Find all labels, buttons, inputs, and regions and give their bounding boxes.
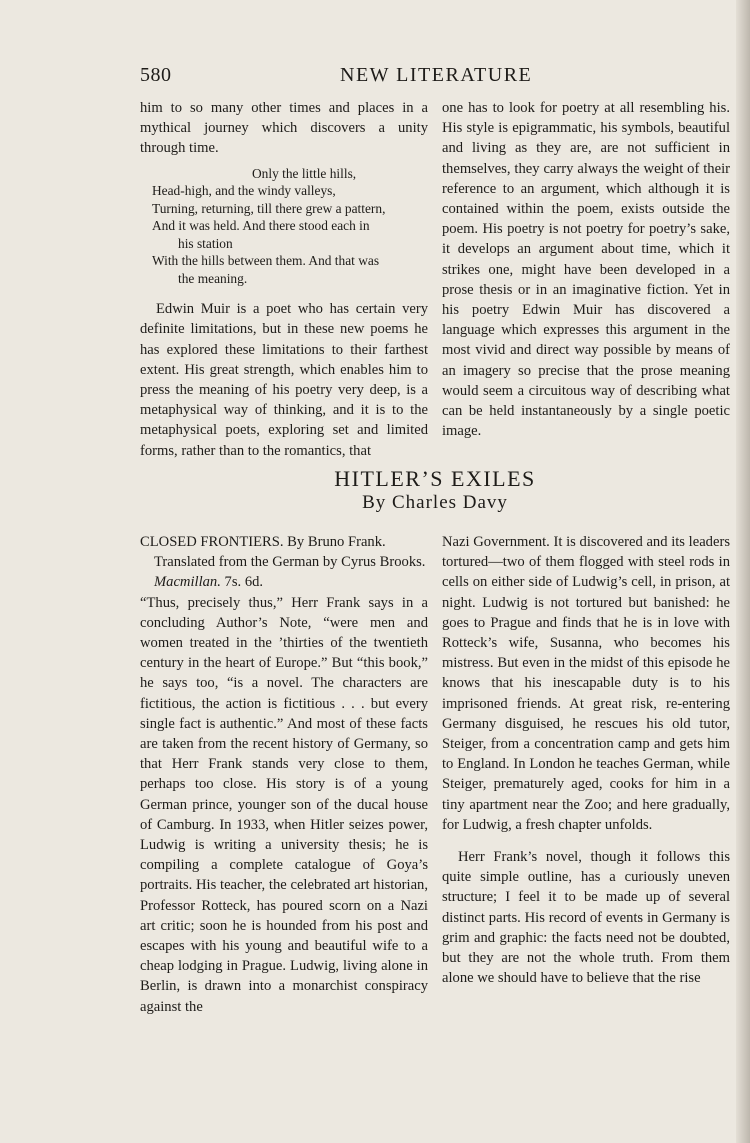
left-column-top xyxy=(140,98,428,461)
running-title: NEW LITERATURE xyxy=(340,64,533,86)
right-column-bottom xyxy=(442,532,730,988)
paragraph: Edwin Muir is a poet who has certain very definite limitations, but in these new poems he has explored these limitations to their farthest extent. His great strength, which enables him to press the meaning of his poetry very deep, is a metaphysical way of thinking, and it is to the metaphysical poets, exploring set and limited forms, rather than to the romantics, that xyxy=(140,301,428,459)
right-column-top xyxy=(442,98,730,441)
paragraph: “Thus, precisely thus,” Herr Frank says in a concluding Author’s Note, “were men and women treated in the ’thirties of the twentieth century in the heart of Europe.” But “this book,” he says too, “is a novel. The characters are fictitious, the action is fictitious . . . but every single fact is authentic.” And most of these facts are taken from the recent history of Germany, so that Herr Frank stands very close to them, perhaps too close. His story is of a young German prince, younger son of the ducal house of Camburg. In 1933, when Hitler seizes power, Ludwig is writing a university thesis; he is compiling a complete catalogue of Goya’s portraits. His teacher, the celebrated art historian, Professor Rotteck, has poured scorn on a Nazi art critic; soon he is hounded from his post and escapes with his young and beautiful wife to a cheap lodging in Prague. Ludwig, living alone in Berlin, is drawn into a monarchist conspiracy against the xyxy=(140,594,428,1015)
article-byline: By Charles Davy xyxy=(362,492,508,513)
paragraph: Herr Frank’s novel, though it follows this quite simple outline, has a curiously uneven structure; I feel it to be made up of several distinct parts. His record of events in Germany is grim and graphic: the facts need not be doubted, but they are not the whole truth. From them alone we should have to believe that the rise xyxy=(442,849,730,987)
paragraph: Nazi Government. It is discovered and its leaders tortured—two of them flogged with steel rods in cells on either side of Ludwig’s cell, in prison, at night. Ludwig is not tortured but banished: he goes to Prague and finds that he is in love with Rotteck’s wife, Susanna, who becomes his mistress. But even in the midst of this episode he knows that his inescapable duty is to his imprisoned friends. At great risk, re-entering Germany disguised, he rescues his old tutor, Steiger, from a concentration camp and gets him to England. In London he teaches German, while Steiger, prematurely aged, cooks for him in a tiny apartment near the Zoo; and here gradually, for Ludwig, a fresh chapter unfolds. xyxy=(442,534,730,833)
poem-line-continuation: his station xyxy=(178,235,233,251)
book-price: 7s. 6d. xyxy=(224,574,264,591)
book-publisher: Macmillan. xyxy=(154,574,221,591)
paragraph: him to so many other times and places in a mythical journey which discovers a unity through time. xyxy=(140,100,428,157)
poem-line: Only the little hills, xyxy=(252,165,357,181)
book-title: CLOSED FRONTIERS. By Bruno Frank. xyxy=(140,534,386,550)
poem-line: With the hills between them. And that was xyxy=(152,253,380,269)
poem-line-continuation: the meaning. xyxy=(178,270,248,286)
paragraph: one has to look for poetry at all resembling his. His style is epigrammatic, his symbols, beautiful and living as they are, are not sufficient in themselves, they carry always the weight of their reference to an argument, which although it is contained within the poem, exists outside the poem. His poetry is not poetry for poetry’s sake, it develops an argument about time, which it strikes one, might have been developed in a prose thesis or in an imaginative fiction. Yet in his poetry Edwin Muir has discovered a language which expresses this argument in the most vivid and direct way possible by means of an imagery so precise that the prose meaning would seem a circuitous way of describing what can be held instantaneously by a single poetic image. xyxy=(442,100,730,440)
book-details xyxy=(140,552,428,592)
poem-line: Head-high, and the windy valleys, xyxy=(152,183,336,199)
article-title: HITLER’S EXILES xyxy=(334,466,536,491)
poem-line: Turning, returning, till there grew a pattern, xyxy=(152,200,386,216)
poem-line: And it was held. And there stood each in xyxy=(152,218,370,234)
page-number: 580 xyxy=(140,64,172,86)
book-citation xyxy=(140,532,428,593)
book-translator: Translated from the German by Cyrus Brooks. xyxy=(154,554,426,571)
page-edge xyxy=(736,0,750,1143)
page-header xyxy=(140,64,600,94)
poem-quote xyxy=(152,165,428,288)
left-column-bottom xyxy=(140,532,428,1017)
